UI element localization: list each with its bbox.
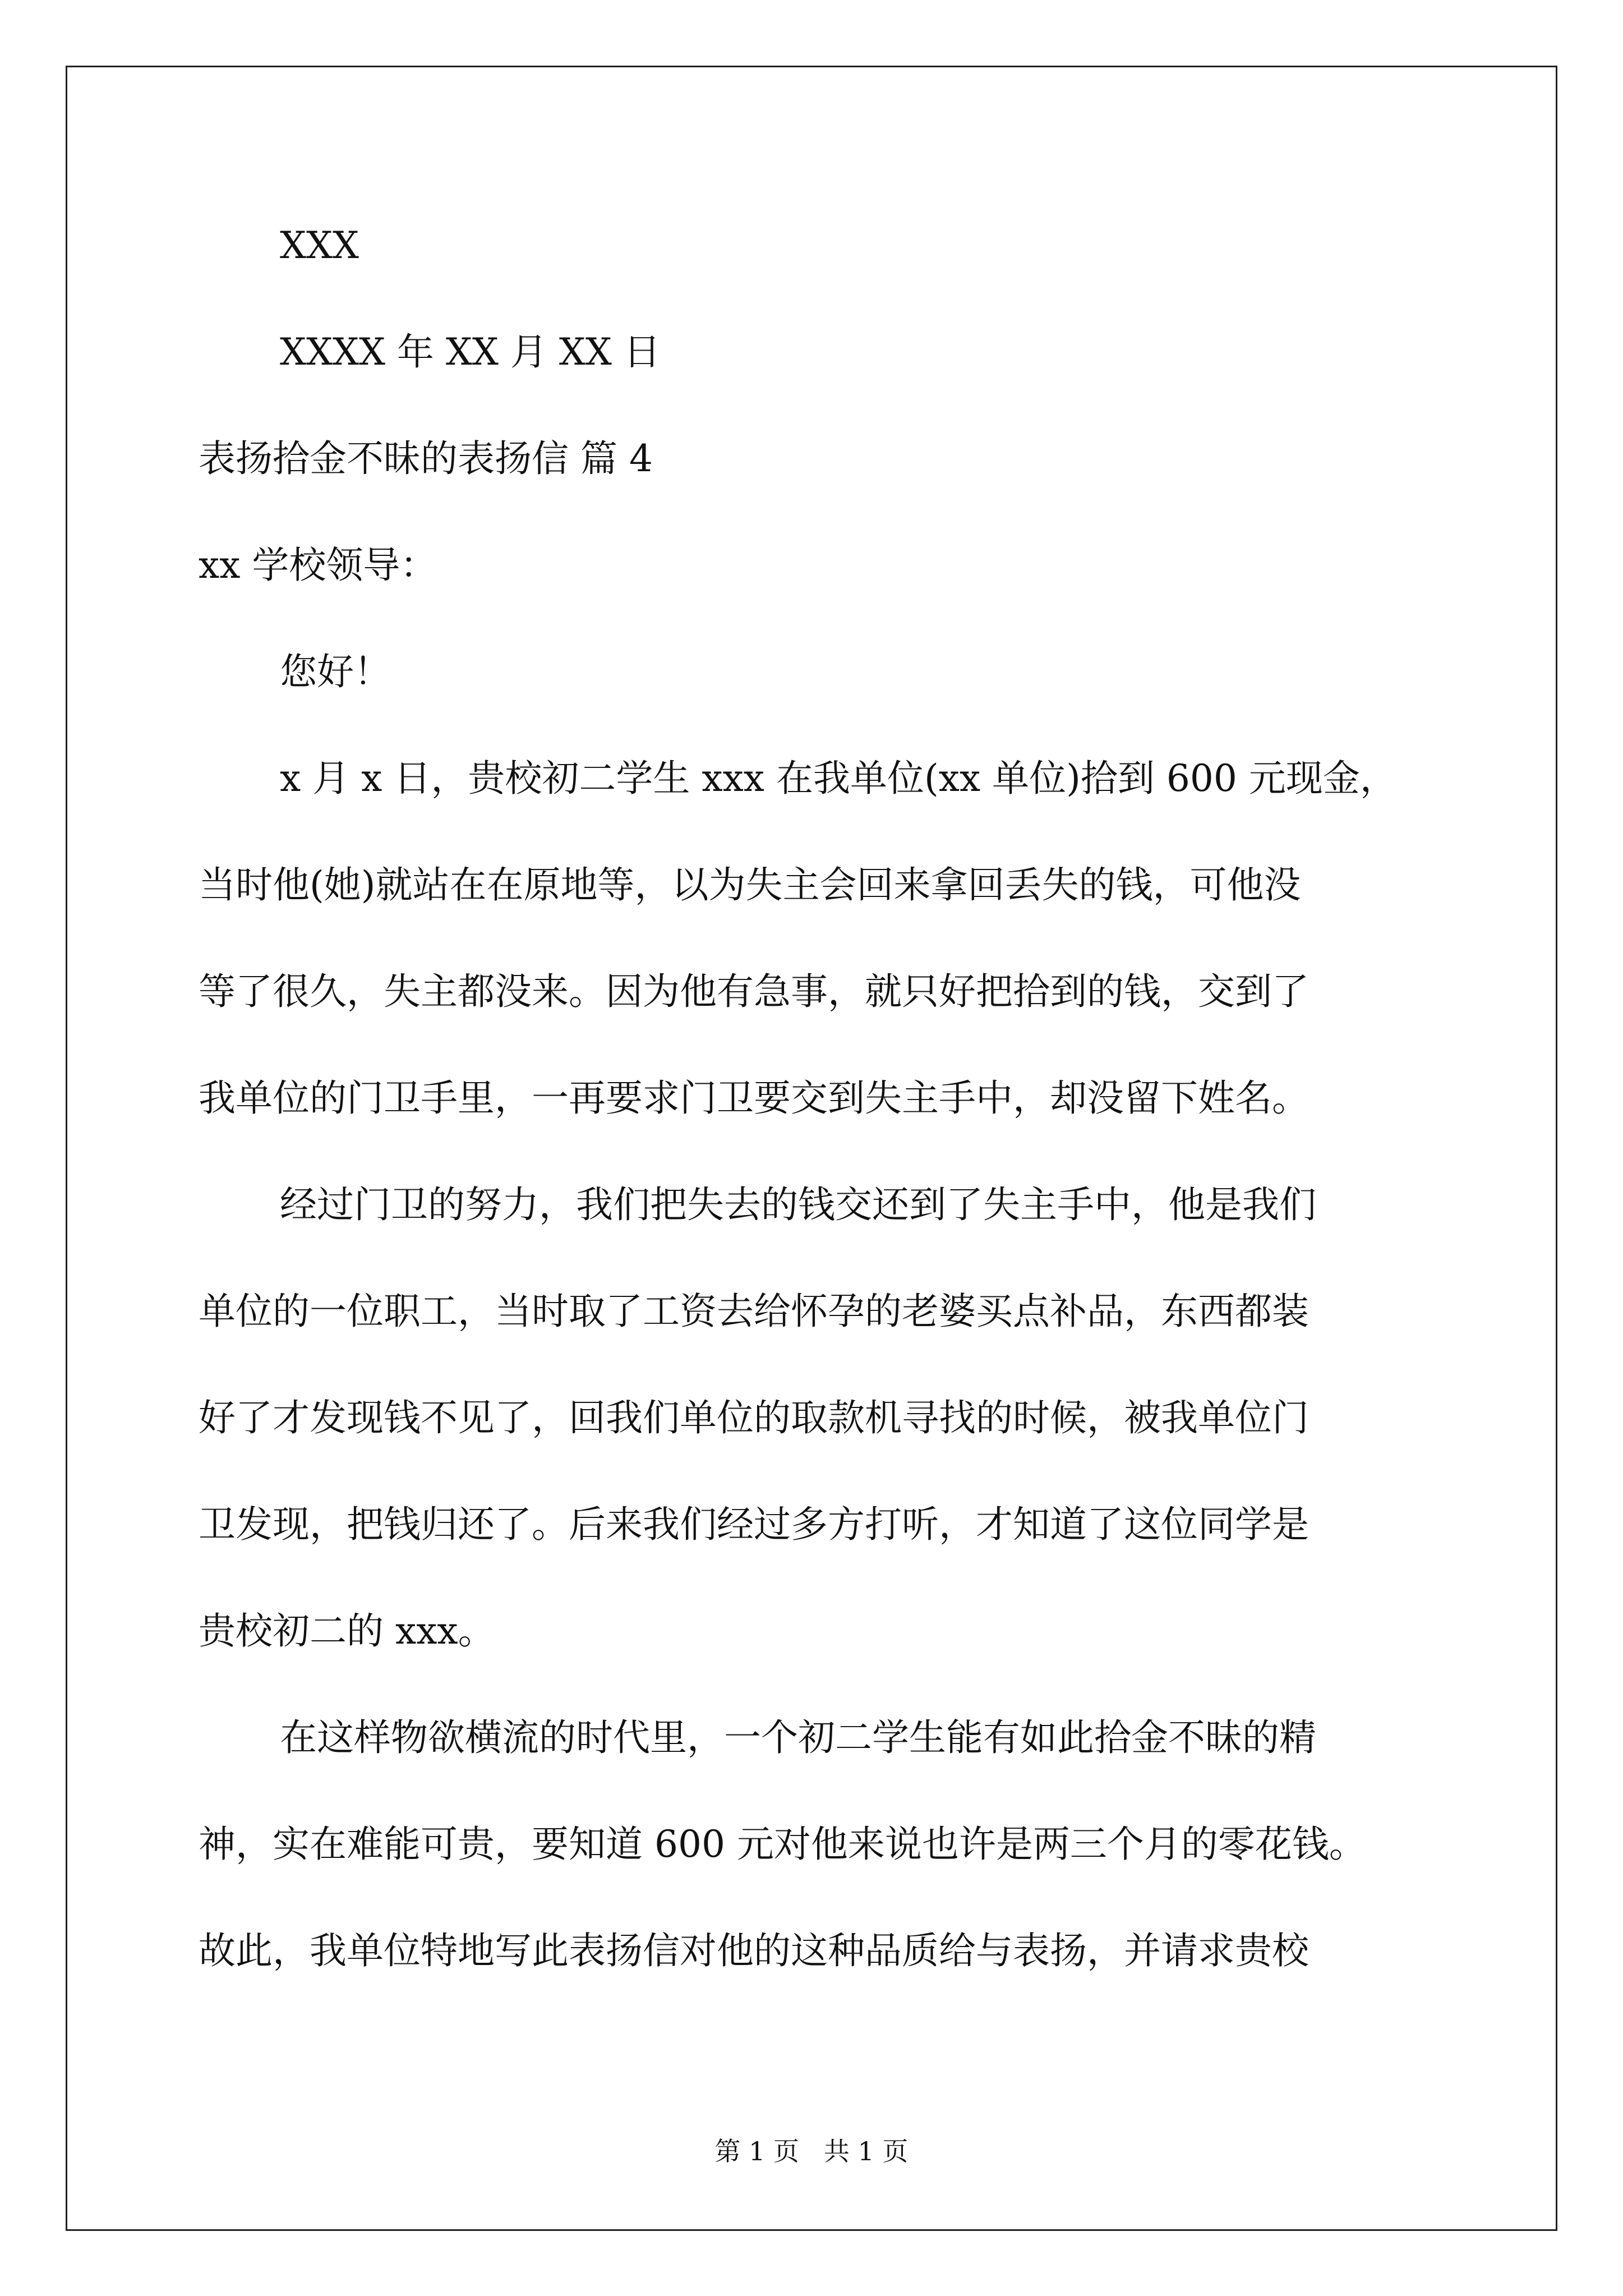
doc-line: 好了才发现钱不见了，回我们单位的取款机寻找的时候，被我单位门 bbox=[199, 1396, 1309, 1439]
doc-line: XXX bbox=[280, 224, 359, 267]
document-body bbox=[199, 219, 1460, 2031]
doc-line: 在这样物欲横流的时代里，一个初二学生能有如此拾金不昧的精 bbox=[280, 1716, 1316, 1759]
doc-line: x 月 x 日，贵校初二学生 xxx 在我单位(xx 单位)拾到 600 元现金， bbox=[280, 757, 1397, 800]
page-number-footer: 第 1 页 共 1 页 bbox=[714, 2136, 909, 2166]
doc-line: 您好！ bbox=[280, 650, 391, 693]
doc-line: 神，实在难能可贵，要知道 600 元对他来说也许是两三个月的零花钱。 bbox=[199, 1823, 1366, 1866]
doc-line: 卫发现，把钱归还了。后来我们经过多方打听，才知道了这位同学是 bbox=[199, 1503, 1309, 1546]
doc-line: 贵校初二的 xxx。 bbox=[199, 1609, 495, 1653]
doc-line: XXXX 年 XX 月 XX 日 bbox=[280, 330, 661, 374]
doc-line: xx 学校领导： bbox=[199, 544, 437, 587]
doc-line: 当时他(她)就站在在原地等，以为失主会回来拿回丢失的钱，可他没 bbox=[199, 863, 1301, 907]
doc-line: 我单位的门卫手里，一再要求门卫要交到失主手中，却没留下姓名。 bbox=[199, 1076, 1309, 1120]
doc-line: 故此，我单位特地写此表扬信对他的这种品质给与表扬，并请求贵校 bbox=[199, 1929, 1309, 1972]
doc-line: 经过门卫的努力，我们把失去的钱交还到了失主手中，他是我们 bbox=[280, 1183, 1316, 1226]
doc-line: 等了很久，失主都没来。因为他有急事，就只好把拾到的钱，交到了 bbox=[199, 970, 1309, 1013]
doc-line: 单位的一位职工，当时取了工资去给怀孕的老婆买点补品，东西都装 bbox=[199, 1290, 1309, 1333]
doc-line: 表扬拾金不昧的表扬信 篇 4 bbox=[199, 437, 653, 480]
